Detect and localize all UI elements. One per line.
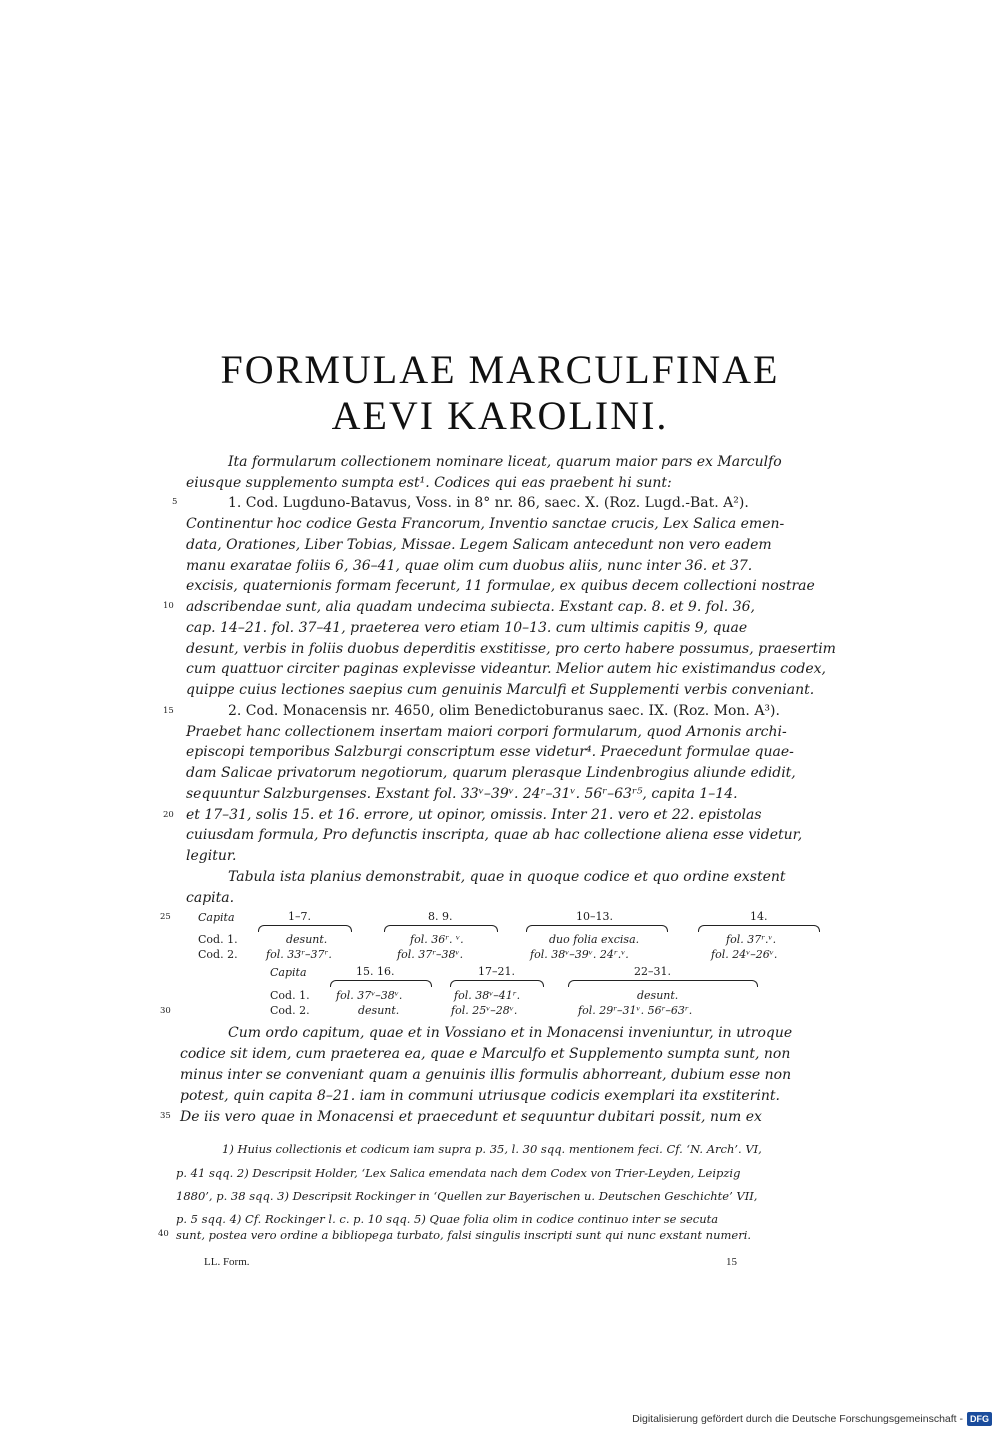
body-line: cap. 14–21. fol. 37–41, praeterea vero etiam 10–13. cum ultimis capitis 9, quae xyxy=(186,620,748,636)
table-capita-group: 14. xyxy=(750,910,768,923)
table-cod2-cell: fol. 24ᵛ–26ᵛ. xyxy=(711,948,778,961)
body-line: Ita formularum collectionem nominare liceat, quarum maior pars ex Marculfo xyxy=(228,454,782,470)
body-line: Cum ordo capitum, quae et in Vossiano et in Monacensi inveniuntur, in utroque xyxy=(228,1025,793,1041)
body-line: sequuntur Salzburgenses. Exstant fol. 33ᵛ–39ᵛ. 24ʳ–31ᵛ. 56ʳ–63ʳ⁵, capita 1–14. xyxy=(186,786,738,802)
body-line: adscribendae sunt, alia quadam undecima subiecta. Exstant cap. 8. et 9. fol. 36, xyxy=(186,599,755,615)
table-cod2-cell: fol. 38ᵛ–39ᵛ. 24ʳ.ᵛ. xyxy=(530,948,629,961)
table-cod1-cell: fol. 36ʳ. ᵛ. xyxy=(410,933,464,946)
table-brace xyxy=(568,980,758,987)
body-line: potest, quin capita 8–21. iam in communi utriusque codicis exemplari ita exstiterint. xyxy=(180,1088,780,1104)
table-cod2-cell: fol. 37ʳ–38ᵛ. xyxy=(397,948,464,961)
table-capita-group: 17–21. xyxy=(478,965,515,978)
body-line: Tabula ista planius demonstrabit, quae in quoque codice et quo ordine exstent xyxy=(228,869,786,885)
line-number: 5 xyxy=(172,497,178,507)
page-number: 15 xyxy=(726,1256,737,1268)
body-line: cum quattuor circiter paginas explevisse videantur. Melior autem hic existimandus codex, xyxy=(186,661,826,677)
body-line: Praebet hanc collectionem insertam maiori corpori formularum, quod Arnonis archi- xyxy=(186,724,787,740)
table-capita-group: 22–31. xyxy=(634,965,671,978)
table-brace xyxy=(258,925,352,932)
body-line: desunt, verbis in foliis duobus deperditis exstitisse, pro certo habere possumus, praesertim xyxy=(186,641,836,657)
table-brace xyxy=(526,925,668,932)
table-cod2-label: Cod. 2. xyxy=(198,948,238,961)
table-brace xyxy=(384,925,498,932)
table-capita-group: 10–13. xyxy=(576,910,613,923)
line-number: 35 xyxy=(160,1111,171,1121)
page-title-line-2: AEVI KAROLINI. xyxy=(331,393,669,438)
body-line: 1. Cod. Lugduno-Batavus, Voss. in 8° nr. 86, saec. X. (Roz. Lugd.-Bat. A²). xyxy=(228,495,749,511)
table-cod2-cell: desunt. xyxy=(358,1004,400,1017)
body-line: quippe cuius lectiones saepius cum genuinis Marculfi et Supplementi verbis conveniant. xyxy=(186,682,815,698)
footnote-line: 1880’, p. 38 sqq. 3) Descripsit Rockinger in ‘Quellen zur Bayerischen u. Deutschen Geschichte’ VII, xyxy=(176,1189,758,1203)
table-cod2-label: Cod. 2. xyxy=(270,1004,310,1017)
line-number: 20 xyxy=(163,810,174,820)
table-cod2-cell: fol. 33ʳ–37ʳ. xyxy=(266,948,332,961)
table-cod1-cell: fol. 38ᵛ–41ʳ. xyxy=(454,989,521,1002)
table-cod2-cell: fol. 29ʳ–31ᵛ. 56ʳ–63ʳ. xyxy=(578,1004,693,1017)
line-number: 10 xyxy=(163,601,174,611)
body-line: legitur. xyxy=(186,848,237,864)
body-line: minus inter se conveniant quam a genuinis illis formulis abhorreant, dubium esse non xyxy=(180,1067,792,1083)
body-line: cuiusdam formula, Pro defunctis inscripta, quae ab hac collectione aliena esse videtur, xyxy=(186,827,803,843)
table-cod1-cell: fol. 37ʳ.ᵛ. xyxy=(726,933,777,946)
banner-text: Digitalisierung gefördert durch die Deutsche Forschungsgemeinschaft - xyxy=(632,1413,963,1425)
table-capita-group: 8. 9. xyxy=(428,910,453,923)
body-line: De iis vero quae in Monacensi et praecedunt et sequuntur dubitari possit, num ex xyxy=(180,1109,762,1125)
footnote-line: sunt, postea vero ordine a bibliopega turbato, falsi singulis inscripti sunt qui nunc exstant numeri. xyxy=(176,1228,752,1242)
body-line: et 17–31, solis 15. et 16. errore, ut opinor, omissis. Inter 21. vero et 22. epistolas xyxy=(186,807,762,823)
signature-mark: LL. Form. xyxy=(204,1256,250,1268)
body-line: eiusque supplemento sumpta est¹. Codices qui eas praebent hi sunt: xyxy=(186,475,672,491)
line-number: 40 xyxy=(158,1229,169,1239)
table-cod1-label: Cod. 1. xyxy=(270,989,310,1002)
table-capita-label: Capita xyxy=(270,966,307,979)
body-line: data, Orationes, Liber Tobias, Missae. Legem Salicam antecedunt non vero eadem xyxy=(186,537,772,553)
body-line: codice sit idem, cum praeterea ea, quae e Marculfo et Supplemento sumpta sunt, non xyxy=(180,1046,791,1062)
table-cod1-cell: desunt. xyxy=(286,933,328,946)
body-line: episcopi temporibus Salzburgi conscriptum esse videtur⁴. Praecedunt formulae quae- xyxy=(186,744,794,760)
digitization-banner xyxy=(632,1410,992,1428)
table-cod1-cell: fol. 37ᵛ–38ᵛ. xyxy=(336,989,403,1002)
footnote-line: 1) Huius collectionis et codicum iam supra p. 35, l. 30 sqq. mentionem feci. Cf. ‘N. Arch’. VI, xyxy=(222,1142,762,1156)
table-cod1-cell: duo folia excisa. xyxy=(549,933,640,946)
page-title-line-1: FORMULAE MARCULFINAE xyxy=(220,347,780,392)
table-capita-label: Capita xyxy=(198,911,235,924)
table-cod1-label: Cod. 1. xyxy=(198,933,238,946)
line-number: 15 xyxy=(163,706,174,716)
body-line: manu exaratae foliis 6, 36–41, quae olim cum duobus aliis, nunc inter 36. et 37. xyxy=(186,558,753,574)
table-cod2-cell: fol. 25ᵛ–28ᵛ. xyxy=(451,1004,518,1017)
table-brace xyxy=(698,925,820,932)
body-line: 2. Cod. Monacensis nr. 4650, olim Benedictoburanus saec. IX. (Roz. Mon. A³). xyxy=(228,703,780,719)
footnote-line: p. 5 sqq. 4) Cf. Rockinger l. c. p. 10 sqq. 5) Quae folia olim in codice continuo inter se secuta xyxy=(176,1212,719,1226)
line-number: 30 xyxy=(160,1006,171,1016)
table-cod1-cell: desunt. xyxy=(637,989,679,1002)
table-brace xyxy=(330,980,432,987)
footnote-line: p. 41 sqq. 2) Descripsit Holder, ‘Lex Salica emendata nach dem Codex von Trier-Leyden, Leipzig xyxy=(176,1166,741,1180)
line-number: 25 xyxy=(160,912,171,922)
body-line: capita. xyxy=(186,890,235,906)
body-line: dam Salicae privatorum negotiorum, quarum plerasque Lindenbrogius aliunde edidit, xyxy=(186,765,796,781)
body-line: Continentur hoc codice Gesta Francorum, Inventio sanctae crucis, Lex Salica emen- xyxy=(186,516,785,532)
table-brace xyxy=(450,980,544,987)
dfg-logo: DFG xyxy=(967,1412,992,1426)
table-capita-group: 1–7. xyxy=(288,910,311,923)
body-line: excisis, quaternionis formam fecerunt, 11 formulae, ex quibus decem collectioni nostrae xyxy=(186,578,815,594)
table-capita-group: 15. 16. xyxy=(356,965,395,978)
